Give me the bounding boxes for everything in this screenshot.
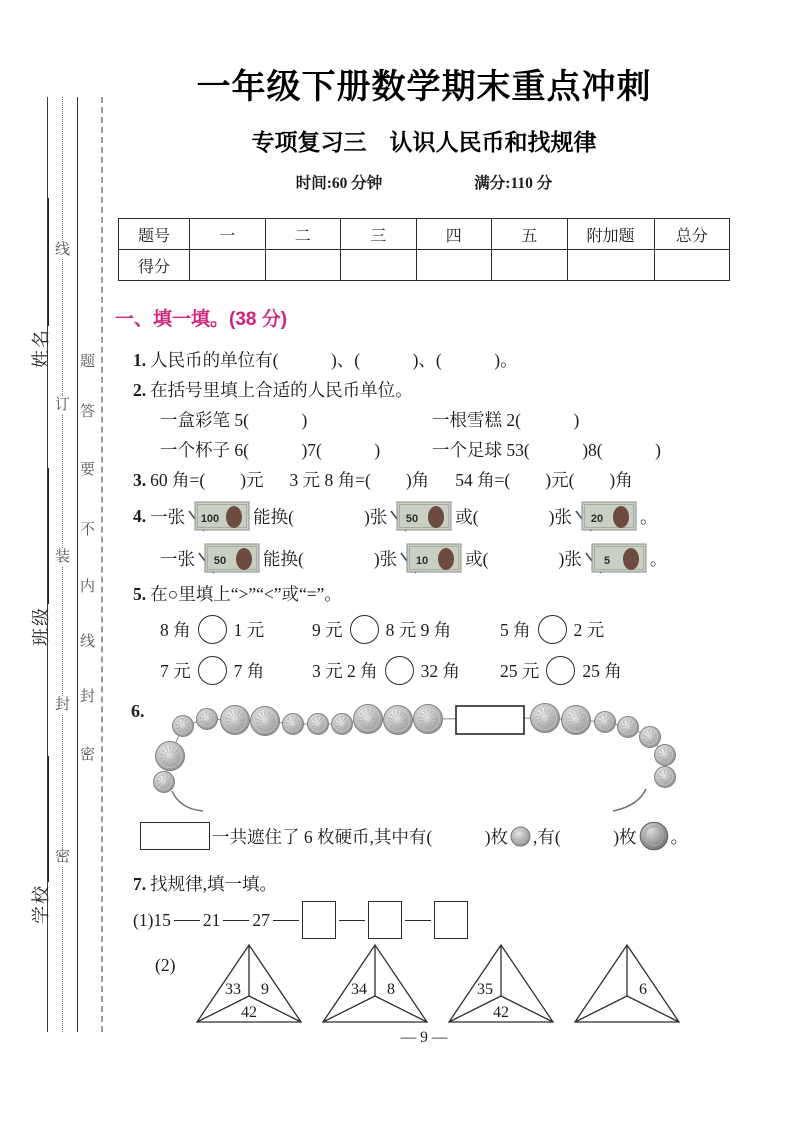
compare-right: 25 角 [582, 661, 622, 681]
answer-circle [385, 656, 414, 685]
compare-item [312, 656, 500, 685]
triangle-bottom-value: 42 [241, 1004, 258, 1021]
question-number: 1. [133, 350, 147, 370]
margin-solid-line-2 [77, 97, 78, 1032]
binding-char: 装 [54, 549, 70, 565]
banknote-denomination: 5 [603, 555, 610, 567]
margin-dashed-line [101, 97, 103, 1032]
sequence-connector [174, 920, 200, 921]
school-field-label: 学校 [31, 884, 51, 924]
compare-right: 2 元 [573, 620, 605, 640]
seal-text-char: 封 [79, 689, 95, 705]
compare-left: 25 元 [500, 661, 540, 681]
banknote-denomination: 50 [406, 513, 419, 525]
score-table-cell: 四 [416, 219, 492, 250]
big-coin-icon [639, 821, 669, 851]
banknote-denomination: 100 [200, 513, 220, 525]
question-7-part-1 [115, 899, 733, 941]
triangle-left-value: 33 [225, 981, 242, 998]
page-number: — 9 — [400, 1029, 448, 1046]
answer-circle [198, 615, 227, 644]
score-table-cell: 五 [492, 219, 568, 250]
name-field-label: 姓名 [31, 328, 51, 368]
score-blank-cell [567, 250, 654, 281]
question-5-row-2 [115, 650, 733, 691]
answer-box [434, 901, 468, 939]
triangle-bottom-value: 42 [493, 1004, 510, 1021]
text-segment: 一张 [160, 548, 195, 569]
big-coin [354, 705, 383, 734]
score-table-score-row [119, 250, 730, 281]
score-table-header-row [119, 219, 730, 250]
score-blank-cell [190, 250, 266, 281]
name-field-line [48, 198, 49, 326]
seal-text-char: 密 [79, 747, 95, 763]
time-limit: 时间:60 分钟 [295, 175, 383, 192]
triangle-figure-3 [445, 942, 557, 1026]
question-6-sentence [115, 821, 733, 851]
school-field [24, 756, 54, 924]
binding-char: 封 [54, 697, 70, 713]
text-segment: 能换( )张 [253, 506, 388, 527]
text-segment: 。 [670, 826, 689, 847]
banknote-denomination: 10 [416, 555, 429, 567]
banknote-50-icon [390, 500, 452, 532]
binding-char: 密 [54, 849, 70, 865]
exam-title: 一年级下册数学期末重点冲刺 [196, 68, 652, 106]
question-5-row-1 [115, 609, 733, 650]
text-segment: 一张 [150, 506, 186, 527]
compare-item [500, 615, 733, 644]
compare-left: 5 角 [500, 620, 531, 640]
big-coin [562, 706, 591, 735]
seal-text-char: 答 [79, 404, 95, 420]
answer-circle [546, 656, 575, 685]
compare-left: 9 元 [312, 620, 343, 640]
binding-char: 线 [54, 242, 70, 258]
banknote-10-icon [400, 542, 462, 574]
banknote-denomination: 20 [590, 513, 604, 525]
compare-right: 7 角 [233, 661, 265, 681]
question-number: 2. [133, 380, 147, 400]
small-coin-icon [510, 826, 531, 847]
question-text: 人民币的单位有( )、( )、( )。 [150, 350, 518, 370]
question-text: 找规律,填一填。 [150, 874, 277, 894]
compare-left: 3 元 2 角 [312, 661, 378, 681]
triangle-figure-2 [319, 942, 431, 1026]
conversion-item: 3 元 8 角=( )角 [289, 470, 430, 490]
sequence-connector [223, 920, 249, 921]
score-table [118, 218, 730, 281]
score-table-cell: 一 [190, 219, 266, 250]
score-table-cell: 附加题 [567, 219, 654, 250]
triangle-right-value: 8 [387, 981, 396, 998]
triangle-left-value: 34 [351, 981, 368, 998]
seal-text-char: 线 [79, 634, 95, 650]
banknote-50-icon [198, 542, 260, 574]
answer-box [368, 901, 402, 939]
sequence-connector [405, 920, 431, 921]
question-7 [115, 869, 733, 899]
compare-right: 32 角 [420, 661, 460, 681]
compare-item [160, 656, 312, 685]
compare-item [160, 615, 312, 644]
question-4-row-2 [115, 537, 733, 579]
sequence-number: 27 [252, 909, 270, 930]
answer-circle [538, 615, 567, 644]
big-coin [221, 706, 250, 735]
fill-item: 一根雪糕 2( ) [432, 410, 580, 430]
text-segment: 一共遮住了 6 枚硬币,其中有( )枚 [212, 826, 509, 847]
part-label: (1) [133, 909, 154, 930]
compare-left: 7 元 [160, 661, 191, 681]
compare-item [312, 615, 500, 644]
question-text: 在括号里填上合适的人民币单位。 [150, 380, 413, 400]
section-one-heading: 一、填一填。(38 分) [115, 309, 288, 330]
conversion-item: 60 角=( )元 [150, 470, 264, 490]
exam-content [115, 0, 733, 1049]
triangle-figure-4 [571, 942, 683, 1026]
answer-circle [198, 656, 227, 685]
text-segment: 。 [639, 506, 658, 527]
score-table-cell: 三 [341, 219, 417, 250]
binding-char: 订 [54, 397, 70, 413]
text-segment: 或( )张 [455, 506, 572, 527]
question-2-items-row-2 [115, 435, 733, 465]
answer-circle [350, 615, 379, 644]
banknote-5-icon [585, 542, 647, 574]
score-blank-cell [654, 250, 730, 281]
banknote-denomination: 50 [213, 555, 227, 567]
seal-text-char: 内 [79, 579, 95, 595]
banknote-20-icon [575, 500, 637, 532]
coin-chain-figure [133, 691, 733, 817]
question-2-items-row-1 [115, 405, 733, 435]
big-coin [531, 704, 560, 733]
question-4-row-1 [115, 495, 733, 537]
fill-item: 一个足球 53( )8( ) [432, 440, 661, 460]
score-table-cell: 题号 [119, 219, 190, 250]
seal-text-char: 要 [79, 462, 95, 478]
question-2 [115, 375, 733, 405]
score-table-cell: 总分 [654, 219, 730, 250]
score-blank-cell [265, 250, 341, 281]
question-number: 6. [131, 701, 145, 721]
question-number: 4. [133, 505, 147, 526]
sequence-connector [339, 920, 365, 921]
banknote-100-icon [188, 500, 250, 532]
sequence-number: 15 [153, 909, 171, 930]
answer-box [302, 901, 336, 939]
triangle-right-value: 6 [639, 981, 648, 998]
question-number: 3. [133, 470, 147, 490]
question-number: 7. [133, 874, 147, 894]
fill-item: 一个杯子 6( )7( ) [160, 440, 381, 460]
compare-item [500, 656, 733, 685]
question-6 [115, 691, 733, 817]
full-score: 满分:110 分 [474, 175, 553, 192]
conversion-item: 54 角=( )元( )角 [455, 470, 633, 490]
text-segment: 。 [649, 548, 668, 569]
big-coin [414, 705, 443, 734]
exam-meta [115, 174, 733, 194]
compare-left: 8 角 [160, 620, 191, 640]
seal-text-char: 不 [79, 522, 95, 538]
question-text: 在○里填上“>”“<”或“=”。 [150, 584, 342, 604]
question-3 [115, 465, 733, 495]
text-segment: 或( )张 [465, 548, 582, 569]
school-field-line [48, 756, 49, 882]
question-5 [115, 579, 733, 609]
exam-subtitle: 专项复习三 认识人民币和找规律 [251, 129, 597, 155]
class-field-line [48, 468, 49, 604]
big-coin [156, 742, 185, 771]
question-7-part-2 [115, 941, 733, 1027]
big-coin [251, 707, 280, 736]
compare-right: 8 元 9 角 [385, 620, 452, 640]
class-field-label: 班级 [31, 606, 51, 646]
fill-item: 一盒彩笔 5( ) [160, 410, 308, 430]
triangle-figure-1 [193, 942, 305, 1026]
class-field [24, 468, 54, 646]
score-blank-cell [416, 250, 492, 281]
part-label: (2) [155, 955, 176, 975]
big-coin [384, 706, 413, 735]
question-1 [115, 345, 733, 375]
question-number: 5. [133, 584, 147, 604]
text-segment: 能换( )张 [263, 548, 398, 569]
score-blank-cell [341, 250, 417, 281]
text-segment: ,有( )枚 [533, 826, 637, 847]
compare-right: 1 元 [233, 620, 265, 640]
seal-text-char: 题 [79, 354, 95, 370]
score-table-cell: 得分 [119, 250, 190, 281]
name-field [24, 198, 54, 368]
triangle-right-value: 9 [261, 981, 270, 998]
sequence-number: 21 [202, 909, 221, 930]
score-table-cell: 二 [265, 219, 341, 250]
sequence-connector [273, 920, 299, 921]
triangle-left-value: 35 [477, 981, 494, 998]
cover-box-legend [140, 822, 210, 850]
score-blank-cell [492, 250, 568, 281]
